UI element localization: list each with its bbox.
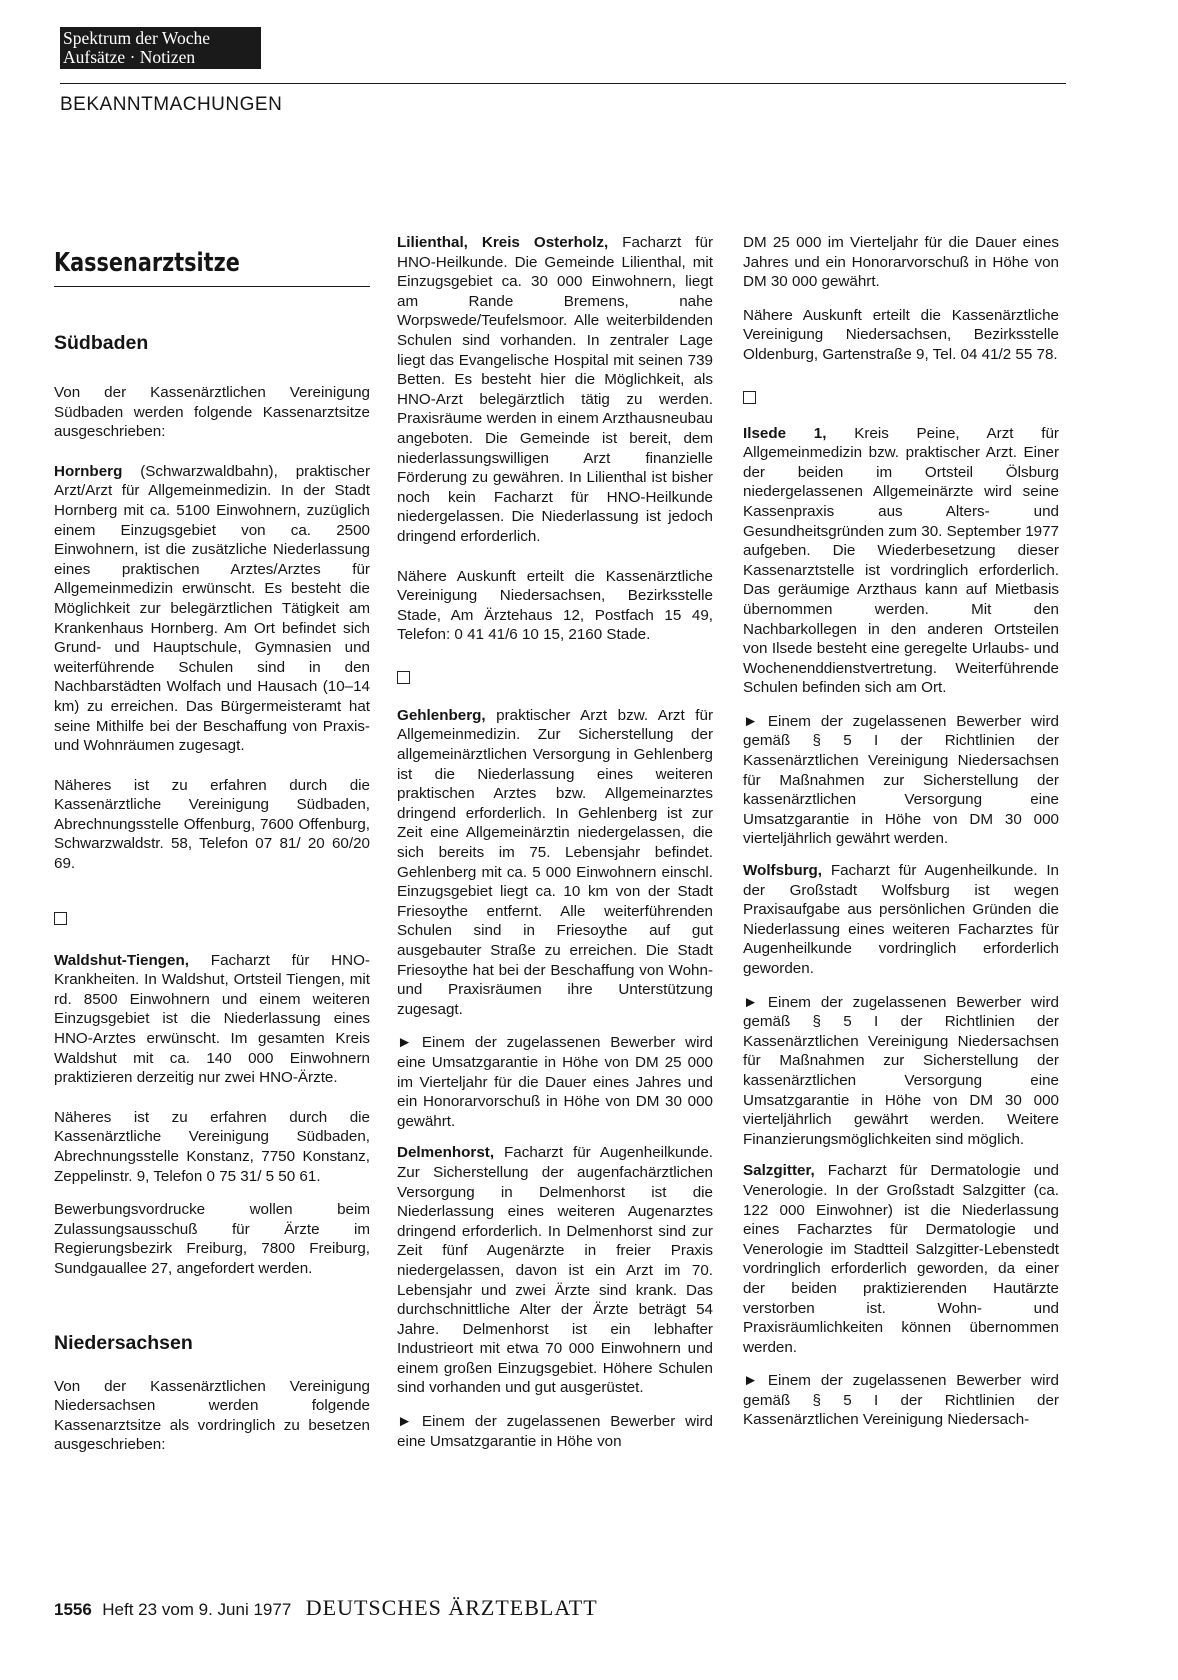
paragraph: ► Einem der zugelassenen Bewerber wird eine Umsatzgarantie in Höhe von	[397, 1413, 713, 1450]
separator-box-icon	[743, 391, 756, 404]
place-name: Salzgitter,	[743, 1162, 815, 1180]
paragraph	[54, 951, 370, 1088]
separator-box-icon	[397, 671, 410, 684]
page-title: Kassenarztsitze	[54, 248, 240, 278]
paragraph-text: Facharzt für Augenheilkunde. Zur Sicherstellung der augenfachärztlichen Versorgung in Delmenhorst ist die Niederlassung eines weiteren Augenarztes dringend erforderlich. In Delmenhorst sind zur Zeit fünf Augenärzte in freier Praxis niedergelassen, davon ist ein Arzt im 70. Lebensjahr und zwei Ärzte sind krank. Das durchschnittliche Alter der Ärzte beträgt 54 Jahre. Delmenhorst ist ein lebhafter Industrieort mit etwa 70 000 Einwohnern und einem großen Einzugsgebiet. Höhere Schulen sind vorhanden und gut ausgerüstet.	[397, 1144, 713, 1397]
column-1	[54, 246, 370, 1455]
paragraph-text: Facharzt für Augenheilkunde. In der Großstadt Wolfsburg ist wegen Praxisaufgabe aus persönlichen Gründen die Niederlassung eines weiteren Facharztes für Augenheilkunde vordringlich erforderlich geworden.	[743, 862, 1059, 977]
separator-box-icon	[54, 912, 67, 925]
paragraph-text: Facharzt für Dermatologie und Venerologie. In der Großstadt Salzgitter (ca. 122 000 Einwohner) ist die Niederlassung eines Facharztes für Dermatologie und Venerologie im Stadtteil Salzgitter-Lebenstedt vordringlich erforderlich geworden, da einer der beiden praktizierenden Hautärzte verstorben ist. Wohn- und Praxisräumlichkeiten können übernommen werden.	[743, 1162, 1059, 1356]
paragraph: Näheres ist zu erfahren durch die Kassenärztliche Vereinigung Südbaden, Abrechnungsstelle Offenburg, 7600 Offenburg, Schwarzwaldstr. 58, Telefon 07 81/ 20 60/20 69.	[54, 776, 370, 873]
place-name: Hornberg	[54, 462, 123, 480]
paragraph	[397, 706, 713, 1020]
paragraph: ► Einem der zugelassenen Bewerber wird gemäß § 5 I der Richtlinien der Kassenärztlichen Vereinigung Niedersachsen für Maßnahmen zur Sicherstellung der kassenärztlichen Versorgung eine Umsatzgarantie in Höhe von DM 30 000 vierteljährlich gewährt werden.	[743, 712, 1059, 848]
paragraph: Nähere Auskunft erteilt die Kassenärztliche Vereinigung Niedersachsen, Bezirksstelle Stade, Am Ärztehaus 12, Postfach 15 49, Telefon: 0 41 41/6 10 15, 2160 Stade.	[397, 567, 713, 644]
place-name: Wolfsburg,	[743, 862, 823, 880]
paragraph	[54, 462, 370, 756]
paragraph: Bewerbungsvordrucke wollen beim Zulassungsausschuß für Ärzte im Regierungsbezirk Freiburg, 7800 Freiburg, Sundgauallee 27, angefordert werden.	[54, 1201, 370, 1277]
paragraph	[743, 424, 1059, 698]
paragraph	[743, 861, 1059, 979]
paragraph: Näheres ist zu erfahren durch die Kassenärztliche Vereinigung Südbaden, Abrechnungsstelle Konstanz, 7750 Konstanz, Zeppelinstr. 9, Telefon 0 75 31/ 5 50 61.	[54, 1108, 370, 1185]
paragraph: ► Einem der zugelassenen Bewerber wird gemäß § 5 I der Richtlinien der Kassenärztlichen Vereinigung Niedersach-	[743, 1372, 1059, 1429]
column-3	[743, 233, 1059, 1430]
paragraph-text: Facharzt für HNO-Krankheiten. In Waldshut, Ortsteil Tiengen, mit rd. 8500 Einwohnern und einem weiteren Einzugsgebiet ist die Niederlassung eines HNO-Arztes erwünscht. Im gesamten Kreis Waldshut mit ca. 140 000 Einwohnern praktizieren derzeitig nur zwei HNO-Ärzte.	[54, 951, 370, 1087]
paragraph: DM 25 000 im Vierteljahr für die Dauer eines Jahres und ein Honorarvorschuß in Höhe von DM 30 000 gewährt.	[743, 234, 1059, 291]
paragraph: ► Einem der zugelassenen Bewerber wird gemäß § 5 I der Richtlinien der Kassenärztlichen Vereinigung Niedersachsen für Maßnahmen zur Sicherstellung der kassenärztlichen Versorgung eine Umsatzgarantie in Höhe von DM 30 000 vierteljährlich gewährt werden. Weitere Finanzierungsmöglichkeiten sind möglich.	[743, 993, 1059, 1148]
paragraph	[397, 233, 713, 547]
paragraph-text: (Schwarzwaldbahn), praktischer Arzt/Arzt für Allgemeinmedizin. In der Stadt Hornberg mit ca. 5100 Einwohnern, zuzüglich einem Einzugsgebiet von ca. 2500 Einwohnern, ist die zusätzliche Niederlassung eines praktischen Arztes/Arztes für Allgemeinmedizin erwünscht. Es besteht die Möglichkeit zur belegärztlichen Tätigkeit am Krankenhaus Hornberg. Am Ort befindet sich Grund- und Hauptschule, Gymnasien und weiterführende Schulen sind in den Nachbarstädten Wolfach und Hausach (10–14 km) zu erreichen. Das Bürgermeisteramt hat seine Mithilfe bei der Beschaffung von Praxis- und Wohnräumen zugesagt.	[54, 462, 370, 755]
page-number: 1556	[54, 1600, 92, 1619]
issue-line: Heft 23 vom 9. Juni 1977	[102, 1600, 292, 1619]
heading-niedersachsen: Niedersachsen	[54, 1331, 193, 1354]
rubric-line-1: Spektrum der Woche	[63, 28, 210, 48]
page-footer	[54, 1595, 598, 1621]
paragraph	[743, 1161, 1059, 1357]
paragraph-text: Facharzt für HNO-Heilkunde. Die Gemeinde Lilienthal, mit Einzugsgebiet ca. 30 000 Einwohnern, liegt am Rande Bremens, nahe Worpswede/Teufelsmoor. Alle weiterbildenden Schulen sind vorhanden. In zentraler Lage liegt das Evangelische Hospital mit seinen 739 Betten. Es besteht hier die Möglichkeit, als HNO-Arzt belegärztlich tätig zu werden. Praxisräume werden in einem Arzthausneubau angeboten. Die Gemeinde ist bereit, dem niederlassungswilligen Arzt finanzielle Förderung zu gewähren. In Lilienthal ist bisher noch kein Facharzt für HNO-Heilkunde niedergelassen. Die Niederlassung ist jedoch dringend erforderlich.	[397, 234, 714, 545]
place-name: Waldshut-Tiengen,	[54, 951, 189, 969]
header-rule	[60, 83, 1066, 84]
title-rule	[54, 286, 370, 287]
place-name: Lilienthal, Kreis Osterholz,	[397, 234, 609, 251]
paragraph-text: Kreis Peine, Arzt für Allgemeinmedizin bzw. praktischer Arzt. Einer der beiden im Ortsteil Ölsburg niedergelassenen Allgemeinärzte wird seine Kassenpraxis aus Alters- und Gesundheitsgründen zum 30. September 1977 aufgeben. Die Wiederbesetzung dieser Kassenarztstelle ist vordringlich erforderlich. Das geräumige Arzthaus kann auf Mietbasis übernommen werden. Mit den Nachbarkollegen in den anderen Ortsteilen von Ilsede besteht eine geregelte Urlaubs- und Wochenenddienstvertretung. Weiterführende Schulen befinden sich am Ort.	[743, 424, 1059, 697]
paragraph: Nähere Auskunft erteilt die Kassenärztliche Vereinigung Niedersachsen, Bezirksstelle Oldenburg, Gartenstraße 9, Tel. 04 41/2 55 78.	[743, 306, 1059, 363]
paragraph: Von der Kassenärztlichen Vereinigung Südbaden werden folgende Kassenarztsitze ausgeschrieben:	[54, 384, 370, 441]
place-name: Delmenhorst,	[397, 1144, 495, 1162]
heading-suedbaden: Südbaden	[54, 332, 149, 354]
paragraph: Von der Kassenärztlichen Vereinigung Niedersachsen werden folgende Kassenarztsitze als vordringlich zu besetzen ausgeschrieben:	[54, 1377, 370, 1454]
place-name: Ilsede 1,	[743, 424, 827, 442]
paragraph	[397, 1143, 713, 1398]
column-2	[397, 233, 713, 1451]
section-label: BEKANNTMACHUNGEN	[60, 94, 283, 115]
rubric-line-2: Aufsätze · Notizen	[63, 47, 196, 67]
paragraph: ► Einem der zugelassenen Bewerber wird eine Umsatzgarantie in Höhe von DM 25 000 im Vierteljahr für die Dauer eines Jahres und ein Honorarvorschuß in Höhe von DM 30 000 gewährt.	[397, 1034, 713, 1130]
journal-name: DEUTSCHES ÄRZTEBLATT	[305, 1595, 598, 1620]
place-name: Gehlenberg,	[397, 706, 486, 724]
paragraph-text: praktischer Arzt bzw. Arzt für Allgemeinmedizin. Zur Sicherstellung der allgemeinärztlichen Versorgung in Gehlenberg ist die Niederlassung eines weiteren praktischen Arztes bzw. Allgemeinarztes dringend erforderlich. In Gehlenberg ist zur Zeit eine Allgemeinärztin niedergelassen, die sich bereits im 75. Lebensjahr befindet. Gehlenberg mit ca. 5 000 Einwohnern einschl. Einzugsgebiet liegt ca. 10 km von der Stadt Friesoythe entfernt. Alle weiterführenden Schulen sind in Friesoythe auf gut ausgebauter Straße zu erreichen. Die Stadt Friesoythe hat bei der Beschaffung von Wohn- und Praxisräumen ihre Unterstützung zugesagt.	[397, 706, 713, 1018]
rubric-badge	[60, 27, 261, 69]
